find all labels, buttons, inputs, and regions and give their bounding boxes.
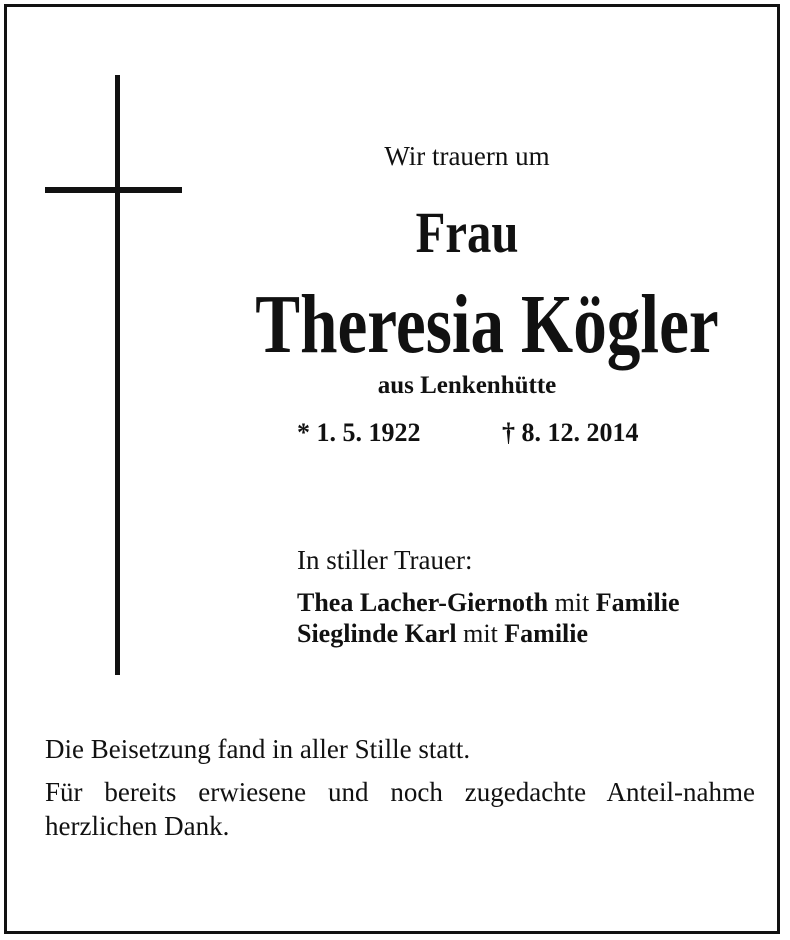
deceased-name: Theresia Kögler bbox=[255, 278, 719, 371]
mourning-heading: In stiller Trauer: bbox=[297, 545, 473, 575]
thanks-note: Für bereits erwiesene und noch zugedachte Anteil-nahme herzlichen Dank. bbox=[45, 777, 755, 841]
origin-text: aus Lenkenhütte bbox=[377, 372, 557, 399]
mourners-list bbox=[297, 587, 767, 649]
mourner-line bbox=[297, 618, 767, 649]
mourner-line bbox=[297, 587, 767, 618]
mourner-connector: mit bbox=[456, 619, 505, 648]
salutation: Frau bbox=[415, 200, 519, 265]
mourner-family: Familie bbox=[504, 619, 589, 648]
mourner-name: Thea Lacher-Giernoth bbox=[297, 588, 549, 617]
life-dates bbox=[297, 417, 697, 449]
obituary-notice bbox=[4, 4, 780, 934]
mourner-name: Sieglinde Karl bbox=[297, 619, 457, 648]
cross-icon-bar bbox=[45, 187, 182, 193]
birth-date: * 1. 5. 1922 bbox=[297, 418, 421, 447]
death-date: † 8. 12. 2014 bbox=[502, 418, 639, 447]
mourner-family: Familie bbox=[595, 588, 680, 617]
mourner-connector: mit bbox=[548, 588, 596, 617]
cross-icon bbox=[115, 75, 120, 675]
intro-text: Wir trauern um bbox=[384, 141, 550, 171]
burial-note: Die Beisetzung fand in aller Stille statt. bbox=[45, 734, 471, 764]
